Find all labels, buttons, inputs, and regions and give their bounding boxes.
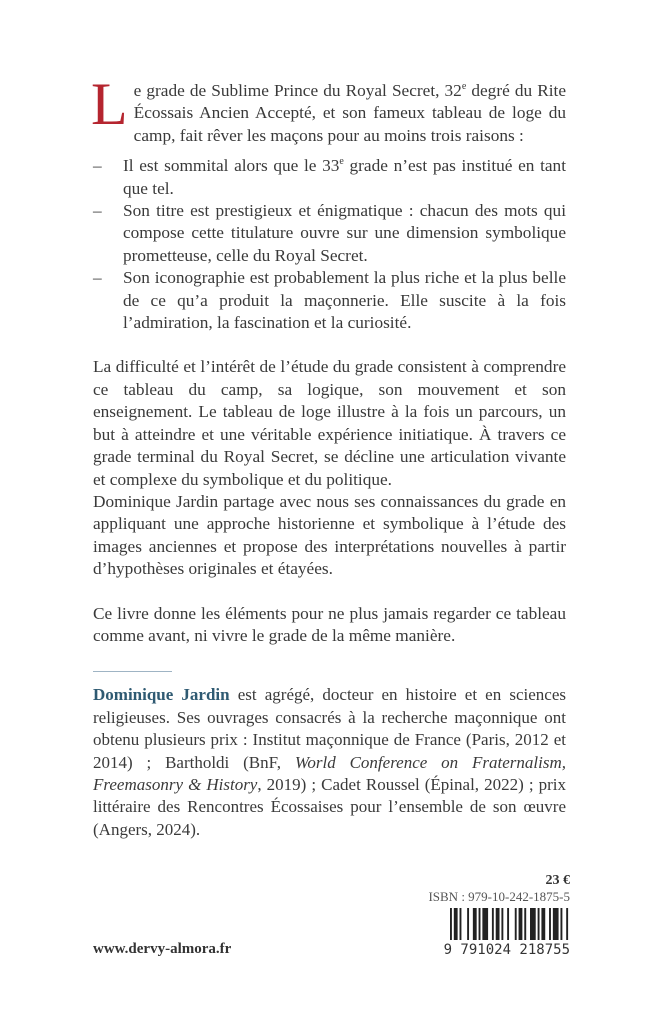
intro-paragraph: Le grade de Sublime Prince du Royal Secret, 32e degré du Rite Écossais Ancien Accepté, et son fameux tableau de loge du camp, fait rêver les maçons pour au moins trois raisons :	[91, 71, 567, 145]
barcode-bar	[450, 908, 452, 940]
barcode-bar	[538, 908, 540, 940]
barcode-bar	[553, 908, 559, 940]
author-name: Dominique Jardin	[93, 685, 230, 705]
barcode-bar	[541, 908, 545, 940]
author-bio: Dominique Jardin est agrégé, docteur en histoire et en sciences religieuses. Ses ouvrages consacrés à la recherche maçonnique ont obtenu plusieurs prix : Institut maçonnique de France (Paris, 2012 et 2014) ; Bartholdi (BnF, World Conference on Fraternalism, Freemasonry & History, 2019) ; Cadet Roussel (Épinal, 2022) ; prix littéraire des Rencontres Écossaises pour l’ensemble de son œuvre (Angers, 2024).	[93, 685, 566, 839]
barcode	[450, 908, 570, 940]
barcode-bar	[560, 908, 562, 940]
barcode-bar	[492, 908, 494, 940]
dash-bullet: –	[93, 201, 102, 221]
body-paragraph-2: Dominique Jardin partage avec nous ses connaissances du grade en appliquant une approche historienne et symbolique à l’étude des images anciennes et propose des interprétations nouvelles à partir d’hypothèses originales et étayées.	[93, 491, 566, 579]
superscript: e	[461, 81, 467, 93]
barcode-bar	[515, 908, 517, 940]
price: 23 €	[545, 873, 570, 888]
barcode-bar	[467, 908, 469, 940]
barcode-bar	[482, 908, 488, 940]
reasons-list	[93, 155, 566, 334]
publisher-website[interactable]: www.dervy-almora.fr	[93, 941, 232, 957]
barcode-bar	[460, 908, 462, 940]
list-item: – Il est sommital alors que le 33e grade n’est pas institué en tant que tel.	[93, 156, 566, 198]
barcode-digits: 9 791024 218755	[443, 942, 570, 958]
barcode-bar	[479, 908, 481, 940]
body-paragraph-3: Ce livre donne les éléments pour ne plus jamais regarder ce tableau comme avant, ni vivre le grade de la même manière.	[93, 603, 566, 645]
divider-rule	[93, 671, 172, 672]
barcode-bar	[519, 908, 523, 940]
body-paragraph-1: La difficulté et l’intérêt de l’étude du grade consistent à comprendre ce tableau du camp, sa logique, son mouvement et son enseignement. Le tableau de loge illustre à la fois un parcours, un but à atteindre et une véritable expérience initiatique. À travers ce grade terminal du Royal Secret, se décline une articulation vivante et complexe du symbolique et du politique.	[93, 357, 566, 489]
barcode-bar	[454, 908, 458, 940]
dash-bullet: –	[93, 268, 102, 288]
conference-title: World Conference on Fraternalism, Freemasonry & History	[93, 752, 566, 794]
barcode-bar	[473, 908, 477, 940]
back-matter	[420, 872, 570, 959]
isbn: ISBN : 979-10-242-1875-5	[428, 889, 570, 904]
dash-bullet: –	[93, 156, 102, 176]
barcode-bar	[530, 908, 536, 940]
barcode-bar	[501, 908, 503, 940]
barcode-bar	[496, 908, 500, 940]
barcode-bar	[524, 908, 526, 940]
text-column	[91, 71, 567, 841]
barcode-bar	[507, 908, 509, 940]
barcode-bar	[566, 908, 568, 940]
list-item: – Son iconographie est probablement la plus riche et la plus belle de ce qu’a produit la maçonnerie. Elle suscite à la fois l’admiration, la fascination et la curiosité.	[93, 268, 566, 333]
barcode-bar	[549, 908, 551, 940]
drop-cap: L	[91, 71, 128, 137]
list-item: – Son titre est prestigieux et énigmatique : chacun des mots qui compose cette titulature ouvre sur une dimension symbolique prometteuse, celle du Royal Secret.	[93, 201, 566, 265]
